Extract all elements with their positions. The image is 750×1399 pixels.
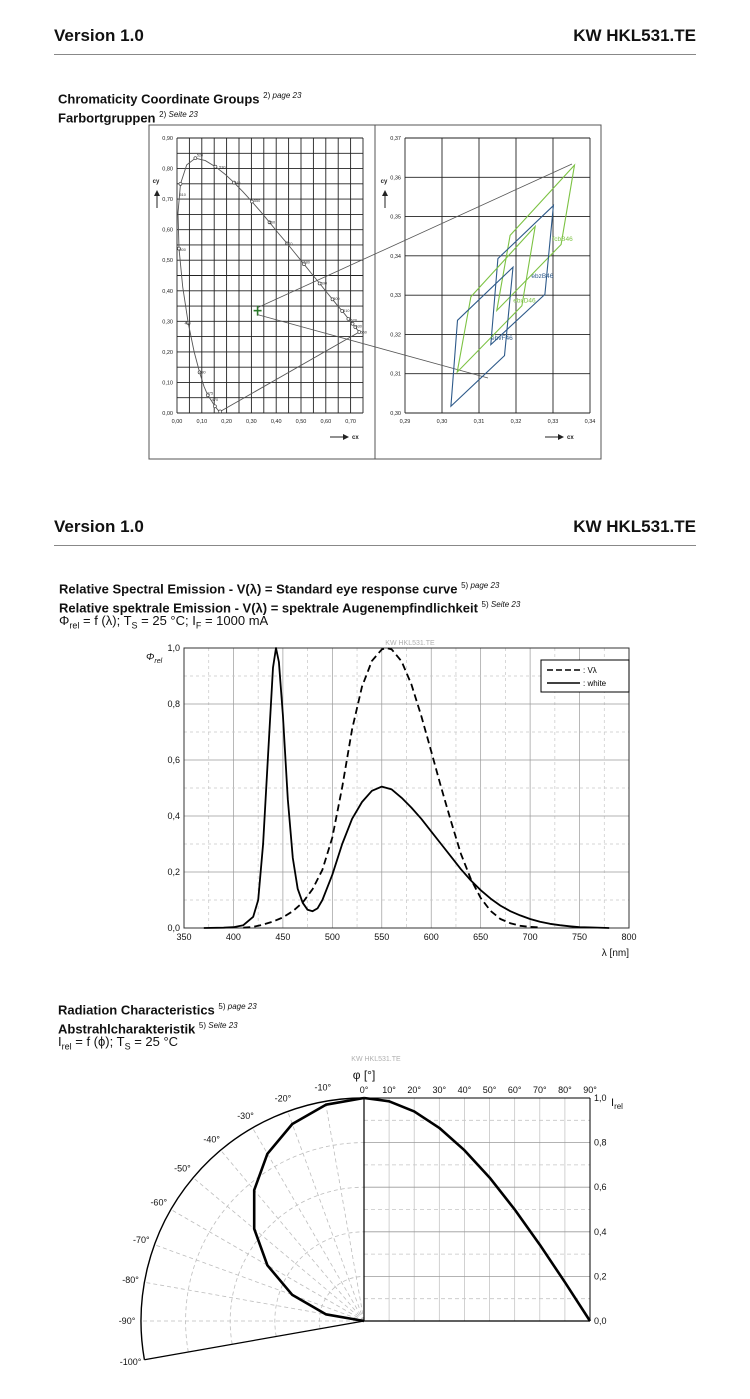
ref-sup: 2) bbox=[263, 91, 271, 100]
ref-sup: 5) bbox=[198, 1021, 207, 1031]
radiation-curve-polar bbox=[254, 1098, 364, 1321]
angle-label: 10° bbox=[382, 1085, 396, 1095]
cond-text: Φ bbox=[59, 613, 70, 628]
locus-wavelength-label: 540 bbox=[234, 180, 241, 185]
x-tick-label: 700 bbox=[522, 932, 538, 942]
x-tick-label: 800 bbox=[621, 932, 637, 942]
x-tick-label: 0,32 bbox=[510, 419, 522, 425]
y-tick-label: 0,50 bbox=[162, 258, 173, 265]
locus-wavelength-label: 610 bbox=[343, 309, 350, 314]
angle-label: -30° bbox=[237, 1110, 254, 1121]
y-tick-label: 0,6 bbox=[167, 755, 180, 765]
y-tick-label: 0,37 bbox=[390, 136, 401, 142]
y-tick-label: 0,90 bbox=[162, 136, 173, 142]
y-tick-label: 1,0 bbox=[167, 643, 180, 653]
angle-label: 40° bbox=[457, 1085, 472, 1095]
locus-wavelength-label: 480 bbox=[199, 370, 206, 375]
polar-grid-radial bbox=[193, 1178, 364, 1321]
locus-wavelength-label: 490 bbox=[184, 321, 191, 326]
x-axis-arrowhead bbox=[558, 434, 564, 440]
ref-sup: 2) bbox=[159, 110, 167, 120]
radiation-title-en: Radiation Characteristics bbox=[58, 1002, 215, 1018]
spectral-condition bbox=[59, 613, 268, 631]
locus-wavelength-label: 500 bbox=[179, 248, 186, 253]
y-tick-label: 0,4 bbox=[167, 811, 180, 821]
y-tick-label: 0,35 bbox=[390, 214, 401, 221]
x-tick-label: 0,10 bbox=[196, 419, 208, 425]
x-axis-arrowhead bbox=[343, 434, 349, 440]
y-tick-label: 1,0 bbox=[594, 1093, 607, 1103]
x-tick-label: 500 bbox=[324, 932, 340, 942]
cond-text: = f (ϕ); T bbox=[71, 1034, 125, 1049]
locus-wavelength-label: 580 bbox=[303, 260, 310, 265]
y-tick-label: 0,2 bbox=[594, 1271, 607, 1282]
ref-page: page 23 bbox=[227, 1002, 257, 1011]
polar-boundary bbox=[144, 1321, 364, 1360]
legend-label: : white bbox=[583, 679, 607, 688]
ref-page: Seite 23 bbox=[168, 110, 198, 120]
ref-page: Seite 23 bbox=[208, 1021, 238, 1031]
legend-label: : Vλ bbox=[583, 666, 597, 675]
y-tick-label: 0,80 bbox=[162, 166, 173, 173]
polar-grid-radial bbox=[253, 1128, 365, 1321]
x-axis-label: φ [°] bbox=[352, 1068, 376, 1082]
x-tick-label: 0,00 bbox=[171, 419, 183, 425]
angle-label: -70° bbox=[132, 1234, 150, 1245]
page-header bbox=[54, 513, 696, 546]
x-axis-label: cx bbox=[352, 435, 359, 441]
angle-label: -40° bbox=[203, 1134, 220, 1145]
locus-point bbox=[179, 182, 182, 185]
cond-sub: rel bbox=[69, 620, 80, 631]
cond-text: I bbox=[58, 1034, 62, 1049]
y-tick-label: 0,8 bbox=[167, 699, 180, 709]
radiation-chart bbox=[0, 1049, 750, 1399]
ref-sup: 5) bbox=[481, 600, 489, 610]
x-tick-label: 0,40 bbox=[270, 419, 282, 425]
locus-wavelength-label: 560 bbox=[268, 220, 276, 225]
y-tick-label: 0,70 bbox=[162, 197, 173, 204]
cond-sub: F bbox=[195, 620, 202, 631]
cond-text: = 25 °C; I bbox=[137, 613, 196, 628]
radiation-title bbox=[58, 999, 257, 1038]
locus-point bbox=[347, 317, 350, 320]
x-tick-label: 0,30 bbox=[246, 419, 257, 425]
locus-wavelength-label: 620 bbox=[350, 318, 357, 323]
x-tick-label: 0,29 bbox=[399, 419, 411, 425]
x-tick-label: 0,70 bbox=[345, 419, 356, 425]
y-tick-label: 0,60 bbox=[162, 227, 173, 234]
x-tick-label: 0,50 bbox=[295, 419, 307, 425]
cond-sub: S bbox=[131, 620, 138, 631]
y-axis-label: cy bbox=[152, 179, 160, 185]
angle-label: -20° bbox=[274, 1093, 292, 1104]
x-tick-label: 650 bbox=[473, 932, 489, 942]
locus-wavelength-label: 570 bbox=[286, 241, 293, 246]
x-tick-label: 0,31 bbox=[473, 419, 485, 425]
angle-label: 70° bbox=[532, 1085, 547, 1095]
y-tick-label: 0,30 bbox=[162, 319, 173, 326]
y-tick-label: 0,0 bbox=[167, 923, 180, 933]
ref-sup: 5) bbox=[461, 581, 469, 590]
y-axis-label: $\Phi_{rel}$ bbox=[146, 652, 163, 665]
y-tick-label: 0,00 bbox=[162, 411, 173, 417]
x-tick-label: 450 bbox=[275, 932, 291, 942]
angle-label: 50° bbox=[482, 1085, 497, 1095]
angle-label: 80° bbox=[558, 1085, 572, 1095]
locus-point bbox=[351, 322, 354, 325]
x-axis-label: λ [nm] bbox=[601, 948, 629, 959]
angle-label: 20° bbox=[407, 1085, 422, 1095]
watermark: KW HKL531.TE bbox=[351, 1056, 401, 1063]
x-tick-label: 600 bbox=[423, 932, 439, 942]
y-tick-label: 0,33 bbox=[390, 293, 401, 300]
polar-grid-radial bbox=[288, 1111, 364, 1321]
angle-label: 0° bbox=[359, 1085, 369, 1095]
locus-wavelength-label: 590 bbox=[320, 281, 328, 286]
y-tick-label: 0,32 bbox=[390, 332, 401, 339]
product-code: KW HKL531.TE bbox=[573, 26, 696, 45]
x-tick-label: 550 bbox=[374, 932, 390, 942]
version-label: Version 1.0 bbox=[54, 26, 144, 45]
y-tick-label: 0,4 bbox=[594, 1226, 607, 1237]
y-axis-label: cy bbox=[380, 179, 388, 185]
y-tick-label: 0,40 bbox=[162, 288, 173, 295]
y-axis-arrowhead bbox=[382, 190, 388, 196]
y-tick-label: 0,8 bbox=[594, 1137, 607, 1148]
spectral-title-en: Relative Spectral Emission - V(λ) = Standard eye response curve bbox=[59, 581, 458, 597]
y-tick-label: 0,6 bbox=[594, 1182, 607, 1193]
locus-wavelength-label: 510 bbox=[179, 193, 186, 198]
spectral-title-de: Relative spektrale Emission - V(λ) = spektrale Augenempfindlichkeit bbox=[59, 600, 478, 616]
cond-text: = 1000 mA bbox=[201, 613, 269, 628]
locus-wavelength-label: 470 bbox=[211, 397, 219, 402]
x-tick-label: 0,34 bbox=[584, 419, 596, 425]
x-tick-label: 750 bbox=[572, 932, 588, 942]
cond-text: = f (λ); T bbox=[79, 613, 132, 628]
x-tick-label: 0,60 bbox=[320, 419, 332, 425]
locus-wavelength-label: 630 bbox=[355, 324, 362, 329]
cond-sub: rel bbox=[61, 1041, 72, 1052]
y-tick-label: 0,36 bbox=[390, 175, 401, 182]
angle-label: 30° bbox=[432, 1085, 447, 1095]
bin-label: ebzB46 bbox=[531, 273, 554, 281]
x-tick-label: 400 bbox=[225, 932, 241, 942]
y-tick-label: 0,31 bbox=[390, 371, 401, 378]
locus-wavelength-label: 475 bbox=[206, 391, 214, 396]
spectral-title bbox=[59, 578, 520, 617]
angle-label: -60° bbox=[150, 1197, 168, 1208]
angle-label: -10° bbox=[314, 1082, 332, 1093]
locus-wavelength-label: 600 bbox=[333, 296, 340, 301]
angle-label: 90° bbox=[583, 1085, 597, 1095]
ref-sup: 5) bbox=[218, 1002, 226, 1011]
radiation-title-de: Abstrahlcharakteristik bbox=[58, 1021, 196, 1037]
chromaticity-title-en: Chromaticity Coordinate Groups bbox=[58, 91, 260, 107]
ref-page: page 23 bbox=[470, 581, 500, 590]
angle-label: -90° bbox=[118, 1316, 136, 1326]
x-tick-label: 0,20 bbox=[221, 419, 232, 425]
locus-point bbox=[213, 405, 216, 408]
y-axis-arrowhead bbox=[154, 190, 160, 196]
ref-page: Seite 23 bbox=[490, 600, 521, 610]
locus-wavelength-label: 550 bbox=[253, 199, 261, 204]
angle-label: -100° bbox=[119, 1357, 142, 1368]
y-tick-label: 0,0 bbox=[594, 1316, 607, 1326]
x-tick-label: 0,33 bbox=[547, 419, 559, 425]
x-axis-label: cx bbox=[567, 435, 574, 441]
angle-label: 60° bbox=[507, 1085, 522, 1095]
locus-wavelength-label: 650 bbox=[360, 330, 367, 335]
ref-page: page 23 bbox=[272, 91, 302, 100]
angle-label: -50° bbox=[174, 1163, 191, 1174]
locus-wavelength-label: 530 bbox=[219, 165, 226, 170]
bin-label: ebvF46 bbox=[491, 334, 513, 342]
version-label: Version 1.0 bbox=[54, 517, 144, 536]
bin-label: ebxD46 bbox=[513, 297, 536, 305]
locus-point bbox=[214, 165, 217, 168]
cond-text: = 25 °C bbox=[130, 1034, 179, 1049]
product-code: KW HKL531.TE bbox=[573, 517, 696, 536]
spectral-chart bbox=[0, 630, 750, 980]
x-tick-label: 0,30 bbox=[436, 419, 448, 425]
locus-wavelength-label: 520 bbox=[196, 153, 204, 158]
chromaticity-chart bbox=[0, 0, 750, 470]
x-tick-label: 350 bbox=[176, 932, 192, 942]
cond-sub: S bbox=[124, 1041, 131, 1052]
angle-label: -80° bbox=[122, 1274, 139, 1285]
y-tick-label: 0,10 bbox=[162, 380, 173, 387]
y-tick-label: 0,20 bbox=[162, 349, 173, 356]
y-tick-label: 0,34 bbox=[390, 253, 401, 260]
bin-label: fcbB46 bbox=[552, 235, 573, 243]
y-tick-label: 0,30 bbox=[390, 411, 401, 417]
y-axis-label: $I_{rel}$ bbox=[611, 1097, 623, 1111]
watermark: KW HKL531.TE bbox=[385, 640, 435, 647]
chromaticity-title-de: Farbortgruppen bbox=[58, 110, 156, 126]
y-tick-label: 0,2 bbox=[167, 867, 180, 877]
locus-point bbox=[219, 410, 222, 413]
